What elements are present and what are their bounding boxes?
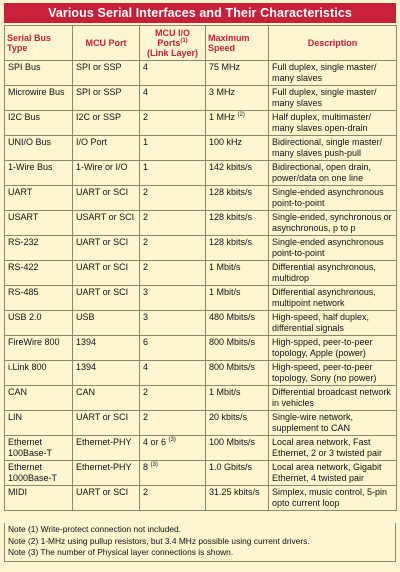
table-row bbox=[5, 436, 397, 461]
cell-max-speed bbox=[206, 61, 269, 86]
cell-mcu-port-text: UART or SCI bbox=[76, 412, 129, 422]
table-row bbox=[5, 336, 397, 361]
cell-description-text: Single-ended, synchronous or asynchronous, p to p bbox=[272, 212, 392, 233]
cell-max-speed bbox=[206, 136, 269, 161]
cell-bus-type bbox=[5, 361, 73, 386]
cell-bus-type bbox=[5, 261, 73, 286]
cell-bus-type bbox=[5, 161, 73, 186]
cell-max-speed bbox=[206, 436, 269, 461]
cell-max-speed bbox=[206, 236, 269, 261]
cell-description bbox=[269, 61, 397, 86]
cell-bus-type-text: RS-422 bbox=[8, 262, 39, 272]
cell-max-speed-footnote: (2) bbox=[237, 112, 245, 118]
cell-max-speed bbox=[206, 461, 269, 486]
cell-io-ports-text: 4 bbox=[143, 87, 149, 97]
table-row bbox=[5, 486, 397, 511]
cell-description bbox=[269, 336, 397, 361]
table-row bbox=[5, 211, 397, 236]
cell-io-ports bbox=[140, 211, 206, 236]
cell-io-ports bbox=[140, 286, 206, 311]
cell-max-speed-text: 1 Mbit/s bbox=[209, 387, 241, 397]
cell-bus-type bbox=[5, 211, 73, 236]
cell-mcu-port bbox=[73, 261, 140, 286]
cell-io-ports-text: 2 bbox=[143, 212, 149, 222]
header-description: Description bbox=[269, 26, 397, 61]
cell-mcu-port-text: 1394 bbox=[76, 362, 97, 372]
cell-bus-type-text: Ethernet 100Base-T bbox=[8, 437, 53, 458]
cell-description bbox=[269, 186, 397, 211]
cell-max-speed bbox=[206, 111, 269, 136]
cell-bus-type-text: USART bbox=[8, 212, 39, 222]
cell-io-ports bbox=[140, 61, 206, 86]
header-io-ports bbox=[140, 26, 206, 61]
cell-description-text: High-spped, peer-to-peer topology, Apple (power) bbox=[272, 337, 373, 358]
cell-bus-type bbox=[5, 186, 73, 211]
cell-mcu-port bbox=[73, 161, 140, 186]
cell-description-text: Local area network, Fast Ethernet, 2 or 3 twisted pair bbox=[272, 437, 383, 458]
cell-mcu-port-text: I/O Port bbox=[76, 137, 108, 147]
cell-description-text: Full duplex, single master/ many slaves bbox=[272, 87, 377, 108]
cell-description-text: Bidirectional, open drain, power/data on one line bbox=[272, 162, 372, 183]
cell-max-speed-text: 1 Mbit/s bbox=[209, 262, 241, 272]
cell-mcu-port-text: UART or SCI bbox=[76, 237, 129, 247]
table-row bbox=[5, 386, 397, 411]
cell-description bbox=[269, 311, 397, 336]
cell-max-speed-text: 128 kbits/s bbox=[209, 187, 253, 197]
table-row bbox=[5, 361, 397, 386]
cell-io-ports bbox=[140, 461, 206, 486]
header-io-ports-sub: (Link Layer) bbox=[146, 48, 198, 58]
table-row bbox=[5, 61, 397, 86]
cell-max-speed bbox=[206, 186, 269, 211]
cell-bus-type bbox=[5, 111, 73, 136]
header-max-speed: Maximum Speed bbox=[206, 26, 269, 61]
cell-bus-type-text: SPI Bus bbox=[8, 62, 41, 72]
cell-mcu-port bbox=[73, 436, 140, 461]
cell-max-speed bbox=[206, 411, 269, 436]
cell-description-text: High-speed, peer-to-peer topology, Sony (no power) bbox=[272, 362, 377, 383]
serial-interfaces-table bbox=[4, 25, 397, 511]
cell-description bbox=[269, 486, 397, 511]
cell-max-speed bbox=[206, 311, 269, 336]
cell-mcu-port-text: 1-Wire or I/O bbox=[76, 162, 128, 172]
table-header-row bbox=[5, 26, 397, 61]
cell-bus-type-text: USB 2.0 bbox=[8, 312, 42, 322]
cell-max-speed-text: 1 MHz bbox=[209, 112, 236, 122]
cell-io-ports-text: 2 bbox=[143, 487, 149, 497]
cell-io-ports-text: 3 bbox=[143, 312, 149, 322]
cell-mcu-port-text: 1394 bbox=[76, 337, 97, 347]
cell-mcu-port bbox=[73, 211, 140, 236]
cell-bus-type bbox=[5, 236, 73, 261]
cell-bus-type bbox=[5, 86, 73, 111]
cell-bus-type-text: RS-232 bbox=[8, 237, 39, 247]
cell-max-speed bbox=[206, 361, 269, 386]
cell-description bbox=[269, 411, 397, 436]
cell-io-ports bbox=[140, 486, 206, 511]
cell-description-text: High-speed, half duplex, differential signals bbox=[272, 312, 370, 333]
cell-max-speed-text: 128 kbits/s bbox=[209, 212, 253, 222]
cell-description bbox=[269, 111, 397, 136]
header-mcu-port: MCU Port bbox=[73, 26, 140, 61]
table-row bbox=[5, 311, 397, 336]
cell-io-ports bbox=[140, 86, 206, 111]
cell-io-ports-text: 2 bbox=[143, 237, 149, 247]
cell-mcu-port bbox=[73, 386, 140, 411]
cell-description-text: Full duplex, single master/ many slaves bbox=[272, 62, 377, 83]
cell-bus-type bbox=[5, 411, 73, 436]
cell-mcu-port-text: UART or SCI bbox=[76, 262, 129, 272]
cell-mcu-port bbox=[73, 461, 140, 486]
table-row bbox=[5, 136, 397, 161]
cell-io-ports-text: 4 or 6 bbox=[143, 437, 167, 447]
table-row bbox=[5, 411, 397, 436]
cell-description-text: Bidirectional, single master/ many slaves push-pull bbox=[272, 137, 383, 158]
cell-mcu-port-text: I2C or SSP bbox=[76, 112, 122, 122]
cell-mcu-port-text: SPI or SSP bbox=[76, 62, 122, 72]
cell-io-ports bbox=[140, 336, 206, 361]
cell-mcu-port bbox=[73, 136, 140, 161]
cell-bus-type-text: CAN bbox=[8, 387, 28, 397]
cell-io-ports bbox=[140, 261, 206, 286]
cell-description-text: Single-ended asynchronous point-to-point bbox=[272, 237, 384, 258]
cell-max-speed bbox=[206, 86, 269, 111]
cell-mcu-port bbox=[73, 411, 140, 436]
cell-io-ports bbox=[140, 161, 206, 186]
cell-max-speed-text: 800 Mbits/s bbox=[209, 362, 256, 372]
table-row bbox=[5, 236, 397, 261]
table-row bbox=[5, 111, 397, 136]
cell-io-ports bbox=[140, 411, 206, 436]
cell-max-speed-text: 800 Mbits/s bbox=[209, 337, 256, 347]
cell-mcu-port-text: CAN bbox=[76, 387, 96, 397]
table-notes bbox=[4, 523, 396, 562]
cell-mcu-port-text: USB bbox=[76, 312, 95, 322]
cell-bus-type-text: MIDI bbox=[8, 487, 27, 497]
cell-mcu-port-text: UART or SCI bbox=[76, 187, 129, 197]
cell-max-speed-text: 1.0 Gbits/s bbox=[209, 462, 253, 472]
cell-bus-type-text: i.Link 800 bbox=[8, 362, 47, 372]
cell-max-speed-text: 142 kbits/s bbox=[209, 162, 253, 172]
note-3: Note (3) The number of Physical layer connections is shown. bbox=[8, 547, 234, 558]
cell-description-text: Single-wire network, supplement to CAN bbox=[272, 412, 354, 433]
cell-mcu-port bbox=[73, 111, 140, 136]
table-row bbox=[5, 286, 397, 311]
cell-description bbox=[269, 361, 397, 386]
cell-bus-type bbox=[5, 386, 73, 411]
note-1: Note (1) Write-protect connection not included. bbox=[8, 524, 182, 534]
cell-io-ports bbox=[140, 111, 206, 136]
cell-mcu-port-text: USART or SCI bbox=[76, 212, 135, 222]
table-row bbox=[5, 161, 397, 186]
cell-io-ports-text: 2 bbox=[143, 412, 149, 422]
header-io-ports-note: (1) bbox=[180, 38, 188, 44]
cell-max-speed-text: 20 kbits/s bbox=[209, 412, 248, 422]
cell-max-speed-text: 128 kbits/s bbox=[209, 237, 253, 247]
cell-bus-type-text: FireWire 800 bbox=[8, 337, 60, 347]
cell-io-ports-text: 2 bbox=[143, 262, 149, 272]
cell-bus-type-text: I2C Bus bbox=[8, 112, 41, 122]
table-row bbox=[5, 261, 397, 286]
cell-bus-type-text: 1-Wire Bus bbox=[8, 162, 53, 172]
cell-mcu-port-text: UART or SCI bbox=[76, 487, 129, 497]
table-row bbox=[5, 186, 397, 211]
cell-max-speed bbox=[206, 336, 269, 361]
cell-io-ports-text: 8 bbox=[143, 462, 149, 472]
note-2: Note (2) 1-MHz using pullup resistors, but 3.4 MHz possible using current drivers. bbox=[8, 535, 310, 546]
cell-max-speed bbox=[206, 386, 269, 411]
cell-bus-type bbox=[5, 461, 73, 486]
cell-max-speed-text: 100 Mbits/s bbox=[209, 437, 256, 447]
cell-max-speed-text: 1 Mbit/s bbox=[209, 287, 241, 297]
cell-io-ports bbox=[140, 311, 206, 336]
cell-bus-type bbox=[5, 311, 73, 336]
cell-io-ports-text: 4 bbox=[143, 62, 149, 72]
cell-max-speed bbox=[206, 261, 269, 286]
cell-description-text: Simplex, music control, 5-pin opto current loop bbox=[272, 487, 388, 508]
cell-mcu-port bbox=[73, 236, 140, 261]
cell-io-ports-text: 1 bbox=[143, 162, 149, 172]
cell-io-ports bbox=[140, 361, 206, 386]
cell-io-ports-footnote: (3) bbox=[150, 462, 158, 468]
cell-description-text: Differential asynchronous, multidrop bbox=[272, 262, 376, 283]
cell-description bbox=[269, 236, 397, 261]
cell-description bbox=[269, 136, 397, 161]
cell-max-speed-text: 31.25 kbits/s bbox=[209, 487, 260, 497]
cell-bus-type-text: Microwire Bus bbox=[8, 87, 65, 97]
cell-max-speed bbox=[206, 486, 269, 511]
cell-description-text: Local area network, Gigabit Ethernet, 4 twisted pair bbox=[272, 462, 382, 483]
cell-mcu-port-text: UART or SCI bbox=[76, 287, 129, 297]
cell-bus-type-text: UART bbox=[8, 187, 33, 197]
cell-description bbox=[269, 386, 397, 411]
cell-max-speed-text: 3 MHz bbox=[209, 87, 236, 97]
cell-bus-type bbox=[5, 436, 73, 461]
cell-bus-type bbox=[5, 336, 73, 361]
cell-description bbox=[269, 211, 397, 236]
cell-description bbox=[269, 161, 397, 186]
header-io-ports-label: MCU I/O Ports bbox=[155, 28, 190, 48]
cell-description-text: Single-ended asynchronous point-to-point bbox=[272, 187, 384, 208]
cell-io-ports bbox=[140, 236, 206, 261]
table-row bbox=[5, 86, 397, 111]
cell-io-ports-footnote: (3) bbox=[168, 437, 176, 443]
cell-io-ports-text: 4 bbox=[143, 362, 149, 372]
cell-io-ports-text: 2 bbox=[143, 387, 149, 397]
cell-mcu-port bbox=[73, 286, 140, 311]
cell-bus-type bbox=[5, 486, 73, 511]
cell-io-ports bbox=[140, 186, 206, 211]
cell-description-text: Differential asynchronous, multipoint network bbox=[272, 287, 376, 308]
cell-io-ports bbox=[140, 136, 206, 161]
cell-mcu-port bbox=[73, 361, 140, 386]
cell-mcu-port bbox=[73, 336, 140, 361]
figure-title: Various Serial Interfaces and Their Characteristics bbox=[4, 3, 396, 23]
header-bus-type: Serial Bus Type bbox=[5, 26, 73, 61]
cell-max-speed-text: 100 kHz bbox=[209, 137, 243, 147]
cell-io-ports-text: 2 bbox=[143, 187, 149, 197]
cell-bus-type-text: Ethernet 1000Base-T bbox=[8, 462, 58, 483]
cell-mcu-port-text: Ethernet-PHY bbox=[76, 437, 132, 447]
cell-mcu-port bbox=[73, 486, 140, 511]
cell-description bbox=[269, 461, 397, 486]
cell-mcu-port-text: SPI or SSP bbox=[76, 87, 122, 97]
cell-mcu-port-text: Ethernet-PHY bbox=[76, 462, 132, 472]
cell-max-speed bbox=[206, 286, 269, 311]
cell-description bbox=[269, 286, 397, 311]
cell-io-ports bbox=[140, 386, 206, 411]
cell-description bbox=[269, 86, 397, 111]
cell-mcu-port bbox=[73, 311, 140, 336]
cell-bus-type-text: RS-485 bbox=[8, 287, 39, 297]
cell-mcu-port bbox=[73, 86, 140, 111]
cell-bus-type bbox=[5, 61, 73, 86]
cell-bus-type-text: UNI/O Bus bbox=[8, 137, 52, 147]
cell-io-ports-text: 1 bbox=[143, 137, 149, 147]
cell-description bbox=[269, 436, 397, 461]
cell-mcu-port bbox=[73, 186, 140, 211]
cell-description-text: Half duplex, multimaster/ many slaves open-drain bbox=[272, 112, 372, 133]
cell-description-text: Differential broadcast network in vehicles bbox=[272, 387, 391, 408]
cell-io-ports bbox=[140, 436, 206, 461]
cell-io-ports-text: 6 bbox=[143, 337, 149, 347]
cell-description bbox=[269, 261, 397, 286]
cell-mcu-port bbox=[73, 61, 140, 86]
cell-bus-type-text: LIN bbox=[8, 412, 23, 422]
cell-max-speed-text: 480 Mbits/s bbox=[209, 312, 256, 322]
cell-io-ports-text: 2 bbox=[143, 112, 149, 122]
cell-max-speed bbox=[206, 161, 269, 186]
cell-max-speed bbox=[206, 211, 269, 236]
cell-max-speed-text: 75 MHz bbox=[209, 62, 241, 72]
cell-io-ports-text: 3 bbox=[143, 287, 149, 297]
table-row bbox=[5, 461, 397, 486]
cell-bus-type bbox=[5, 136, 73, 161]
cell-bus-type bbox=[5, 286, 73, 311]
